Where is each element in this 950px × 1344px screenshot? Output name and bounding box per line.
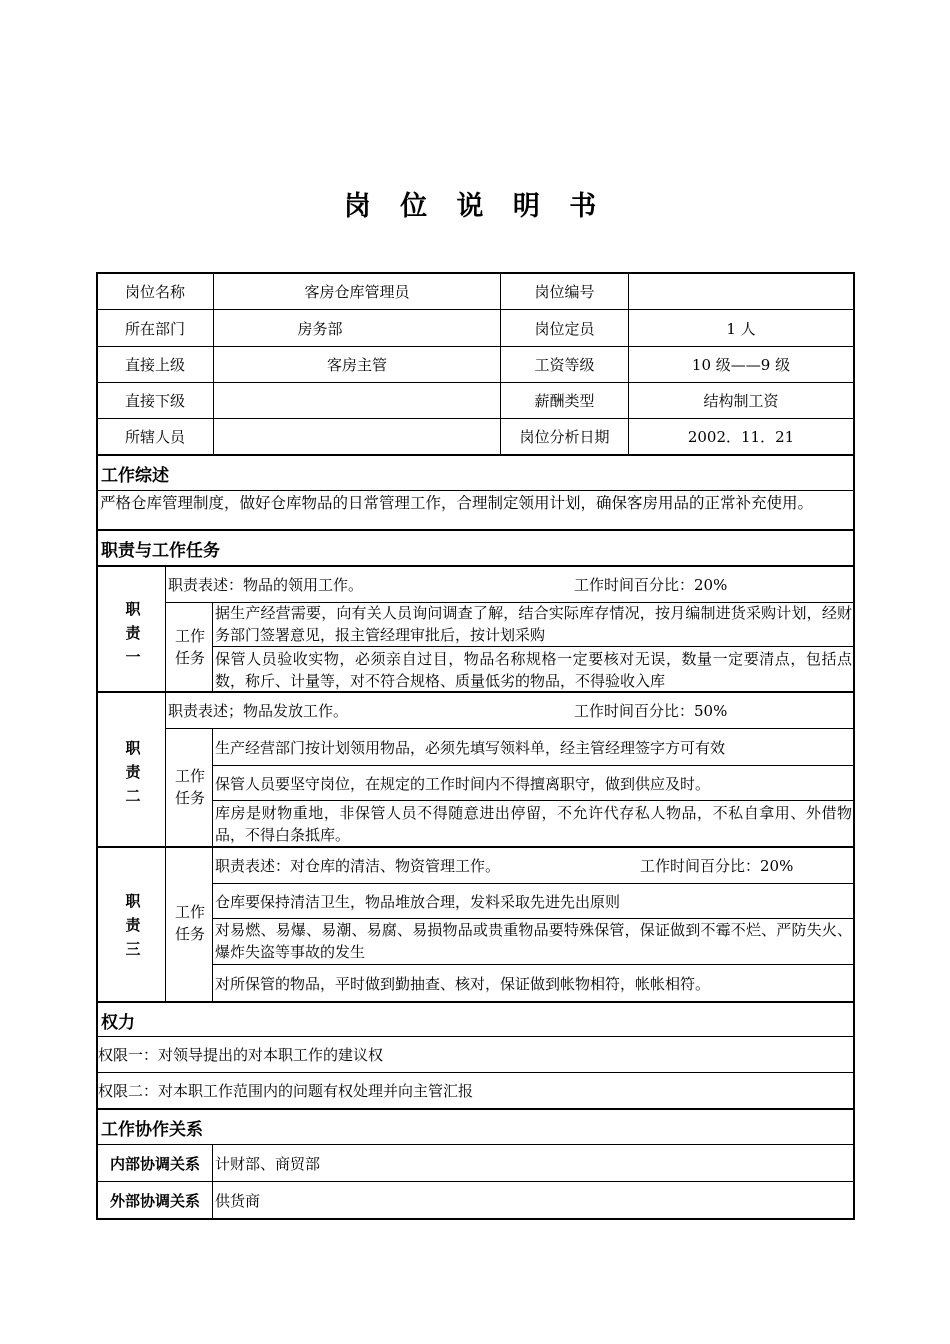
external-coordination-label: 外部协调关系 [109,1191,200,1210]
position-code-label: 岗位编号 [534,283,595,301]
duty-2-task-2: 保管人员要坚守岗位，在规定的工作时间内不得擅离职守，做到供应及时。 [215,774,711,793]
duty-1-task-1: 据生产经营需要，向有关人员询问调查了解，结合实际库存情况，按月编制进货采购计划，经财务部门签署意见，报主管经理审批后，按计划采购 [215,604,852,644]
duty-2-task-3: 库房是财物重地，非保管人员不得随意进出停留，不允许代存私人物品，不私自拿用、外借物品，不得白条抵库。 [215,804,852,844]
authority-item-2: 权限二：对本职工作范围内的问题有权处理并向主管汇报 [98,1082,474,1100]
internal-coordination-label: 内部协调关系 [109,1154,200,1173]
subordinate-value [214,383,500,418]
department-label: 所在部门 [124,319,185,338]
duty-1-task-2: 保管人员验收实物，必须亲自过目，物品名称规格一定要核对无误，数量一定要清点，包括点数，称斤、计量等，对不符合规格、质量低劣的物品，不得验收入库 [215,650,852,690]
salary-grade-label: 工资等级 [534,356,595,374]
duty-3-task-label: 工作 任务 [174,903,205,943]
staff-value [214,419,500,454]
position-code-value [629,274,853,309]
duty-3-time-percent: 工作时间百分比：20% [640,856,794,875]
external-coordination-value: 供货商 [215,1191,261,1210]
duty-2-task-label: 工作 任务 [174,767,205,807]
position-name-label: 岗位名称 [124,283,185,301]
superior-label: 直接上级 [124,356,185,374]
duty-3-task-2: 对易燃、易爆、易潮、易腐、易损物品或贵重物品要特殊保管，保证做到不霉不烂、严防失火、爆炸失盗等事故的发生 [215,921,852,961]
subordinate-label: 直接下级 [124,392,185,410]
duty-1-label: 职 责 一 [125,600,141,666]
authority-heading: 权力 [101,1012,135,1033]
staff-label: 所辖人员 [124,428,185,446]
duty-2-description: 职责表述；物品发放工作。 [168,702,349,720]
duty-2-task-1: 生产经营部门按计划领用物品，必须先填写领料单，经主管经理签字方可有效 [215,738,726,757]
duty-2-label: 职 责 二 [125,739,141,805]
cooperation-heading: 工作协作关系 [101,1119,203,1140]
duty-3-description: 职责表述：对仓库的清洁、物资管理工作。 [215,856,501,875]
summary-heading: 工作综述 [101,465,169,486]
duty-3-label: 职 责 三 [125,892,141,958]
position-name-value: 客房仓库管理员 [304,283,410,301]
duties-heading: 职责与工作任务 [101,540,220,561]
internal-coordination-value: 计财部、商贸部 [215,1154,321,1173]
duty-3-task-3: 对所保管的物品，平时做到勤抽查、核对，保证做到帐物相符，帐帐相符。 [215,974,711,993]
salary-grade-value: 10 级——9 级 [691,356,791,374]
department-value: 房务部 [297,319,343,338]
headcount-label: 岗位定员 [534,319,595,338]
duty-2-time-percent: 工作时间百分比：50% [574,702,728,720]
page-title: 岗 位 说 明 书 [343,191,607,222]
analysis-date-label: 岗位分析日期 [519,428,610,446]
pay-type-label: 薪酬类型 [534,392,595,410]
summary-text: 严格仓库管理制度，做好仓库物品的日常管理工作，合理制定领用计划，确保客房用品的正常补充使用。 [100,494,814,512]
duty-1-time-percent: 工作时间百分比：20% [574,575,728,594]
headcount-value: 1 人 [726,319,756,338]
duty-1-description: 职责表述：物品的领用工作。 [168,575,364,594]
superior-value: 客房主管 [326,356,387,374]
authority-item-1: 权限一：对领导提出的对本职工作的建议权 [98,1046,384,1064]
analysis-date-value: 2002．11．21 [687,428,795,446]
duty-1-task-label: 工作 任务 [174,627,205,667]
duty-3-task-1: 仓库要保持清洁卫生，物品堆放合理，发料采取先进先出原则 [215,892,621,911]
pay-type-value: 结构制工资 [703,392,779,410]
